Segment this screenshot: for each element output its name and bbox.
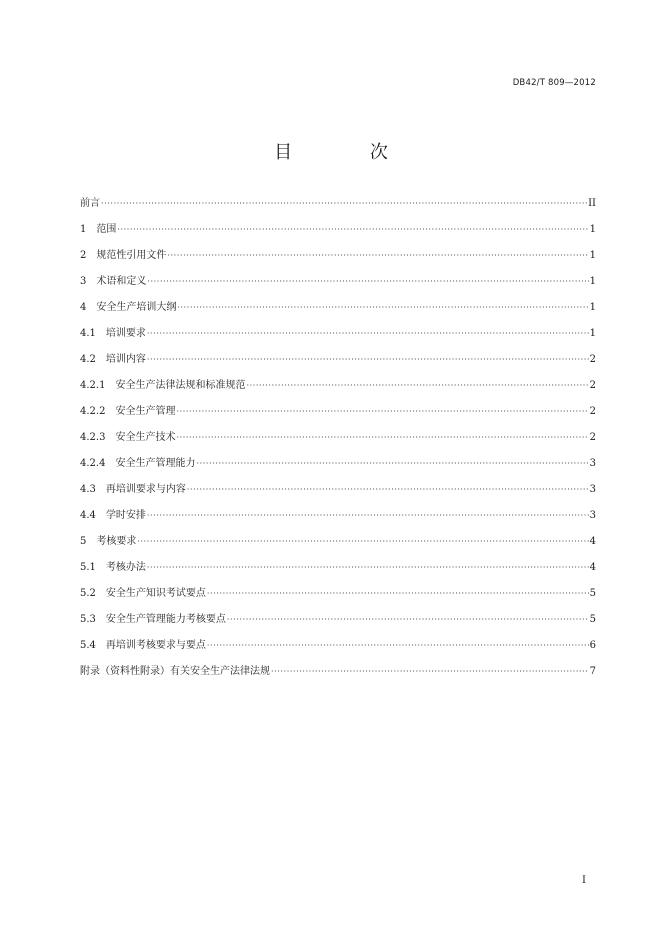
toc-entry[interactable] xyxy=(80,480,596,506)
entry-number: 1 xyxy=(80,224,87,235)
entry-number: 4.3 xyxy=(80,484,96,495)
entry-number: 4.2.1 xyxy=(80,380,106,391)
dot-leader xyxy=(207,589,589,598)
entry-number: 2 xyxy=(80,250,87,261)
entry-page: 5 xyxy=(589,588,596,599)
toc-entry[interactable] xyxy=(80,584,596,610)
entry-title: 再培训要求与内容 xyxy=(105,484,186,495)
toc-entry[interactable] xyxy=(80,324,596,350)
table-of-contents xyxy=(80,194,596,688)
entry-page: 2 xyxy=(589,406,596,417)
toc-entry[interactable] xyxy=(80,246,596,272)
entry-page: 1 xyxy=(589,250,596,261)
entry-number: 5.1 xyxy=(80,562,96,573)
entry-number: 4.2.3 xyxy=(80,432,106,443)
dot-leader xyxy=(147,355,589,364)
dot-leader xyxy=(147,563,589,572)
dot-leader xyxy=(101,199,587,208)
entry-number: 4.4 xyxy=(80,510,96,521)
entry-title: 术语和定义 xyxy=(96,276,147,287)
dot-leader xyxy=(177,303,588,312)
document-code: DB42/T 809—2012 xyxy=(512,78,596,88)
entry-page: 5 xyxy=(589,614,596,625)
entry-title: 培训内容 xyxy=(105,354,146,365)
toc-entry[interactable] xyxy=(80,506,596,532)
entry-number: 3 xyxy=(80,276,87,287)
dot-leader xyxy=(176,407,588,416)
dot-leader xyxy=(167,251,588,260)
dot-leader xyxy=(176,433,588,442)
entry-page: 1 xyxy=(589,328,596,339)
dot-leader xyxy=(147,329,589,338)
dot-leader xyxy=(271,667,589,676)
entry-title: 安全生产管理能力 xyxy=(115,458,196,469)
entry-number: 4.1 xyxy=(80,328,96,339)
toc-entry[interactable] xyxy=(80,610,596,636)
toc-entry[interactable] xyxy=(80,662,596,688)
entry-number: 4.2.2 xyxy=(80,406,106,417)
entry-number: 5.2 xyxy=(80,588,96,599)
entry-title: 再培训考核要求与要点 xyxy=(105,640,206,651)
toc-entry[interactable] xyxy=(80,454,596,480)
entry-title: 前言 xyxy=(80,198,100,209)
dot-leader xyxy=(246,381,588,390)
entry-page: 3 xyxy=(589,484,596,495)
entry-page: 3 xyxy=(589,458,596,469)
toc-entry[interactable] xyxy=(80,272,596,298)
toc-entry[interactable] xyxy=(80,376,596,402)
entry-page: II xyxy=(588,198,596,209)
entry-number: 5.3 xyxy=(80,614,96,625)
entry-number: 5 xyxy=(80,536,87,547)
entry-number: 4 xyxy=(80,302,87,313)
toc-entry[interactable] xyxy=(80,532,596,558)
entry-title: 安全生产培训大纲 xyxy=(96,302,177,313)
toc-entry[interactable] xyxy=(80,350,596,376)
entry-title: 安全生产法律法规和标准规范 xyxy=(115,380,246,391)
entry-title: 规范性引用文件 xyxy=(96,250,167,261)
toc-entry[interactable] xyxy=(80,558,596,584)
entry-title: 附录（资料性附录）有关安全生产法律法规 xyxy=(80,666,270,677)
entry-number: 5.4 xyxy=(80,640,96,651)
entry-title: 考核办法 xyxy=(105,562,146,573)
dot-leader xyxy=(147,511,589,520)
dot-leader xyxy=(187,485,589,494)
toc-entry[interactable] xyxy=(80,194,596,220)
entry-title: 安全生产技术 xyxy=(115,432,176,443)
toc-entry[interactable] xyxy=(80,636,596,662)
page-number: I xyxy=(582,875,586,886)
entry-page: 2 xyxy=(589,380,596,391)
entry-title: 考核要求 xyxy=(96,536,137,547)
entry-page: 6 xyxy=(589,640,596,651)
dot-leader xyxy=(137,537,588,546)
entry-page: 2 xyxy=(589,432,596,443)
entry-title: 安全生产管理 xyxy=(115,406,176,417)
entry-number: 4.2 xyxy=(80,354,96,365)
entry-page: 7 xyxy=(589,666,596,677)
page-title: 目 次 xyxy=(274,142,424,163)
dot-leader xyxy=(227,615,589,624)
entry-number: 4.2.4 xyxy=(80,458,106,469)
toc-entry[interactable] xyxy=(80,298,596,324)
entry-page: 2 xyxy=(589,354,596,365)
entry-title: 学时安排 xyxy=(105,510,146,521)
dot-leader xyxy=(207,641,589,650)
dot-leader xyxy=(196,459,588,468)
entry-page: 4 xyxy=(589,562,596,573)
entry-page: 4 xyxy=(589,536,596,547)
entry-page: 3 xyxy=(589,510,596,521)
entry-page: 1 xyxy=(589,276,596,287)
entry-title: 范围 xyxy=(96,224,117,235)
entry-page: 1 xyxy=(589,224,596,235)
entry-title: 安全生产管理能力考核要点 xyxy=(105,614,226,625)
entry-title: 安全生产知识考试要点 xyxy=(105,588,206,599)
dot-leader xyxy=(147,277,588,286)
dot-leader xyxy=(117,225,588,234)
entry-page: 1 xyxy=(589,302,596,313)
entry-title: 培训要求 xyxy=(105,328,146,339)
toc-entry[interactable] xyxy=(80,220,596,246)
toc-entry[interactable] xyxy=(80,402,596,428)
toc-entry[interactable] xyxy=(80,428,596,454)
